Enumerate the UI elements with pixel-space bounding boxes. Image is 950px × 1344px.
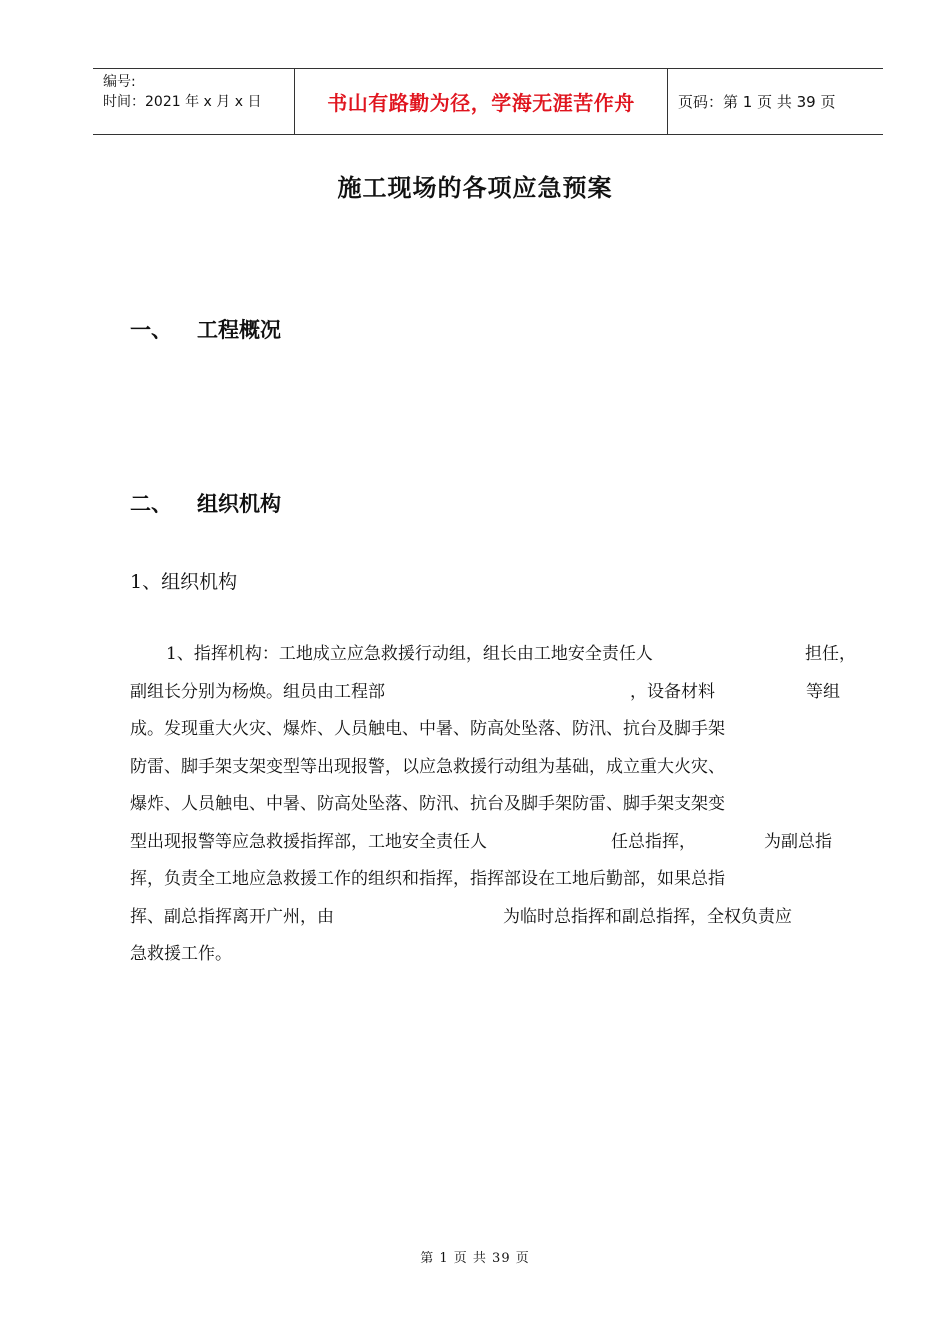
section-number: 一、 bbox=[130, 318, 172, 342]
paragraph-text: 成。发现重大火灾、爆炸、人员触电、中暑、防高处坠落、防汛、抗台及脚手架 bbox=[130, 719, 725, 739]
subsection-heading: 1、组织机构 bbox=[130, 571, 238, 593]
paragraph-text: 担任， bbox=[805, 644, 856, 664]
paragraph-line bbox=[130, 824, 850, 862]
paragraph-text: 防雷、脚手架支架变型等出现报警，以应急救援行动组为基础，成立重大火灾、 bbox=[130, 756, 725, 777]
paragraph-text: 爆炸、人员触电、中暑、防高处坠落、防汛、抗台及脚手架防雷、脚手架支架变 bbox=[130, 794, 725, 814]
section-number: 二、 bbox=[130, 492, 172, 516]
paragraph-text: 挥，负责全工地应急救援工作的组织和指挥，指挥部设在工地后勤部，如果总指 bbox=[130, 869, 725, 889]
body-paragraph bbox=[130, 636, 856, 974]
paragraph-text: 1、指挥机构：工地成立应急救援行动组，组长由工地安全责任人 bbox=[166, 644, 653, 664]
page-footer: 第 1 页 共 39 页 bbox=[420, 1251, 530, 1266]
paragraph-line bbox=[130, 674, 850, 712]
header-motto: 书山有路勤为径，学海无涯苦作舟 bbox=[295, 69, 668, 134]
paragraph-line bbox=[130, 711, 850, 749]
paragraph-line bbox=[130, 636, 856, 674]
paragraph-text: 为副总指 bbox=[764, 831, 832, 852]
document-number-label: 编号: bbox=[103, 74, 136, 90]
paragraph-text: 为临时总指挥和副总指挥，全权负责应 bbox=[503, 906, 792, 927]
paragraph-text: ，设备材料 bbox=[630, 681, 715, 702]
paragraph-line bbox=[130, 899, 850, 937]
paragraph-line bbox=[130, 936, 850, 974]
header-page-label: 页码：第 1 页 共 39 页 bbox=[678, 93, 836, 111]
paragraph-line bbox=[130, 749, 850, 787]
section-heading-overview bbox=[130, 314, 281, 344]
paragraph-text: 任总指挥， bbox=[611, 831, 696, 852]
paragraph-text: 急救援工作。 bbox=[130, 944, 232, 964]
header-info-cell bbox=[93, 69, 295, 134]
section-heading-organization bbox=[130, 488, 281, 518]
paragraph-text: 等组 bbox=[806, 681, 840, 702]
page-header-table bbox=[93, 68, 883, 135]
document-title: 施工现场的各项应急预案 bbox=[337, 174, 613, 202]
paragraph-line bbox=[130, 786, 850, 824]
section-title: 工程概况 bbox=[197, 318, 281, 342]
paragraph-text: 挥、副总指挥离开广州，由 bbox=[130, 906, 334, 927]
paragraph-text: 型出现报警等应急救援指挥部，工地安全责任人 bbox=[130, 831, 487, 852]
section-title: 组织机构 bbox=[197, 492, 281, 516]
paragraph-line bbox=[130, 861, 850, 899]
document-time-label: 时间：2021 年 x 月 x 日 bbox=[103, 94, 262, 110]
paragraph-text: 副组长分别为杨焕。组员由工程部 bbox=[130, 681, 385, 702]
